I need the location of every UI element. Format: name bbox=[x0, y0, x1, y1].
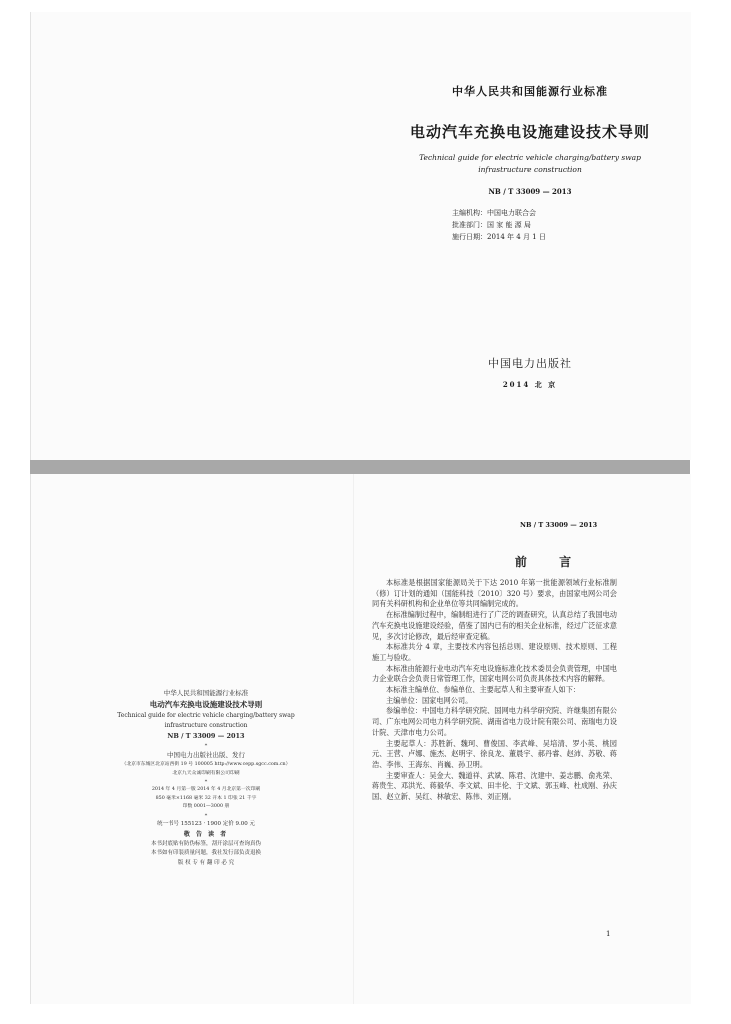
cip-standard-number: NB / T 33009 — 2013 bbox=[167, 732, 245, 740]
publisher-name: 中国电力出版社 bbox=[488, 357, 572, 370]
cip-standard-type: 中华人民共和国能源行业标准 bbox=[163, 689, 249, 697]
cip-title: 电动汽车充换电设施建设技术导则 bbox=[149, 700, 263, 709]
approval-department: 批准部门：国 家 能 源 局 bbox=[452, 221, 531, 229]
cip-address: （北京市东城区北京站西街 19 号 100005 http://www.cepp.sgcc.com.cn） bbox=[121, 762, 291, 767]
reader-notice-heading: 敬 告 读 者 bbox=[183, 830, 229, 838]
preface-paragraph: 主要起草人：苏胜新、魏珂、曹俊国、李武峰、吴培清、罗小英、桃园元、王营、卢娜、施杰、赵明宇、徐良龙、董晨宇、郝丹睿、赵沛、苏敬、蒋浩、李伟、王海东、肖巍、孙卫明。 bbox=[372, 738, 617, 769]
document-title: 电动汽车充换电设施建设技术导则 bbox=[409, 123, 650, 141]
spread-fold bbox=[353, 474, 354, 1004]
page-number: 1 bbox=[606, 930, 611, 938]
cip-printer: 北京九天众诚印刷有限公司印刷 bbox=[172, 770, 240, 776]
cover-page bbox=[30, 12, 691, 460]
reader-notice-line2: 本书如有印装质量问题，我社发行部负责退换 bbox=[150, 850, 261, 856]
preface-body bbox=[372, 578, 617, 803]
preface-paragraph: 参编单位：中国电力科学研究院、国网电力科学研究院、许继集团有限公司、广东电网公司电力科学研究院、湖南省电力设计院有限公司、南瑞电力设计院、天津市电力公司。 bbox=[372, 706, 617, 737]
standard-number: NB / T 33009 — 2013 bbox=[488, 187, 572, 196]
preface-paragraph: 主编单位：国家电网公司。 bbox=[386, 695, 473, 705]
cip-publisher: 中国电力出版社出版、发行 bbox=[167, 751, 245, 759]
preface-paragraph: 在标准编制过程中，编制组进行了广泛的调查研究，认真总结了我国电动汽车充换电设施建设经验，借鉴了国内已有的相关企业标准，经过广泛征求意见，多次讨论修改，最后经审查定稿。 bbox=[372, 610, 617, 641]
preface-heading: 前 言 bbox=[514, 555, 586, 569]
preface-standard-number: NB / T 33009 — 2013 bbox=[520, 521, 598, 529]
cip-separator: * bbox=[204, 779, 208, 785]
standard-type: 中华人民共和国能源行业标准 bbox=[452, 85, 608, 98]
cip-format: 850 毫米×1168 毫米 32 开本 1 印张 21 千字 bbox=[155, 795, 257, 801]
preface-paragraph: 本标准主编单位、参编单位、主要起草人和主要审查人如下： bbox=[386, 685, 581, 695]
cip-english-title-1: Technical guide for electric vehicle charging/battery swap bbox=[117, 712, 295, 719]
preface-paragraph: 本标准由能源行业电动汽车充电设施标准化技术委员会负责管理，中国电力企业联合会负责日常管理工作，国家电网公司负责具体技术内容的解释。 bbox=[372, 663, 617, 684]
preface-paragraph: 本标准是根据国家能源局关于下达 2010 年第一批能源领域行业标准制（修）订计划的通知（国能科技〔2010〕320 号）要求，由国家电网公司会同有关科研机构和企业单位等共同编制完成的。 bbox=[372, 578, 617, 609]
copyright-notice: 版 权 专 有 翻 印 必 究 bbox=[177, 859, 235, 866]
preface-paragraph: 主要审查人：吴金大、魏道祥、武斌、陈君、沈建中、姜志鹏、俞兆荣、蒋贵生、邓洪光、蒋毅华、李文斌、田丰伦、于文斌、郭玉峰、杜成刚、孙庆国、赵立新、吴红、林敏宏、陈伟、刘正刚。 bbox=[372, 770, 617, 802]
english-title bbox=[380, 152, 680, 176]
cip-print-run: 印数 0001—3000 册 bbox=[182, 804, 230, 809]
preface-paragraph: 本标准共分 4 章，主要技术内容包括总则、建设原则、技术原则、工程施工与验收。 bbox=[372, 642, 617, 662]
copyright-page bbox=[86, 688, 326, 868]
cip-english-title-2: infrastructure construction bbox=[164, 722, 248, 729]
cip-separator: * bbox=[204, 812, 208, 819]
cip-edition: 2014 年 4 月第一版 2014 年 4 月北京第一次印刷 bbox=[151, 787, 261, 792]
english-title-line2: infrastructure construction bbox=[478, 165, 582, 174]
reader-notice-line1: 本书封底贴有防伪标签，刮开涂层可查询真伪 bbox=[150, 840, 261, 847]
publication-year-city: 2014 北 京 bbox=[502, 380, 558, 389]
cip-separator: * bbox=[204, 743, 208, 749]
page-divider bbox=[30, 460, 690, 474]
effective-date: 施行日期：2014 年 4 月 1 日 bbox=[452, 233, 546, 241]
editor-organization: 主编机构：中国电力联合会 bbox=[452, 209, 536, 217]
cover-meta bbox=[452, 207, 546, 243]
english-title-line1: Technical guide for electric vehicle charging/battery swap bbox=[419, 153, 641, 162]
cip-book-number-price: 统一书号 155123 · 1900 定价 9.00 元 bbox=[157, 820, 255, 827]
